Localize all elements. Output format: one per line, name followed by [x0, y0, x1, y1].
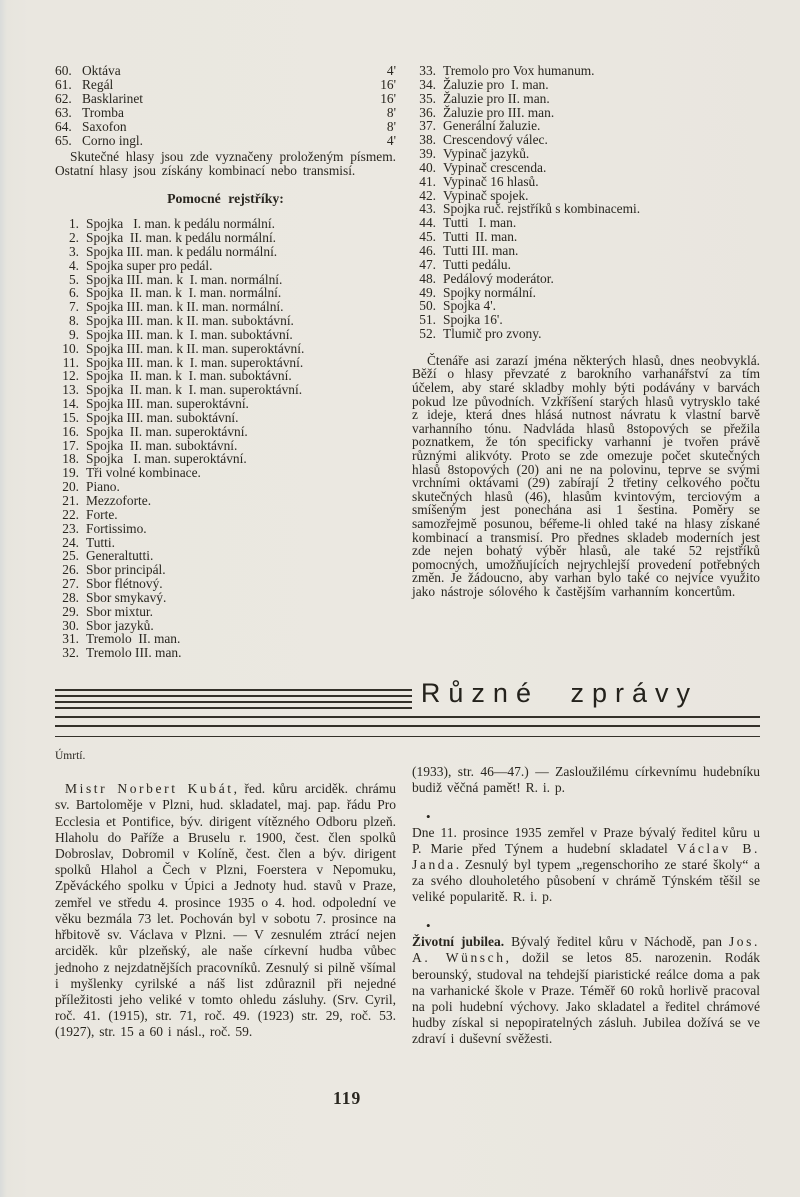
list-item	[55, 522, 396, 536]
list-item-number: 43.	[419, 201, 436, 217]
list-item	[412, 133, 760, 147]
stop-pitch: 16'	[380, 91, 396, 107]
section-title: Různé zprávy	[420, 678, 698, 709]
list-item-text: Spojka I. man. superoktávní.	[86, 451, 247, 467]
list-item-text: Spojky normální.	[443, 284, 536, 300]
obituary-rest: . Zesnulý byl typem „regenschoriho ze staré školy“ a za svého dlouholetého působení v chrámě Týnském těšil se veliké popularitě. R. i. p.	[412, 857, 760, 905]
list-item-text: Tutti pedálu.	[443, 256, 511, 272]
list-item-text: Sbor smykavý.	[86, 589, 167, 605]
list-item-number: 14.	[62, 396, 79, 412]
list-item-text: Fortissimo.	[86, 520, 147, 536]
list-item-number: 1.	[68, 216, 79, 232]
news-right-column	[412, 750, 760, 1061]
divider-rule-stack	[55, 678, 412, 713]
list-item	[55, 632, 396, 646]
jubilee-paragraph	[412, 934, 760, 1047]
list-item-text: Pedálový moderátor.	[443, 270, 554, 286]
list-item	[412, 313, 760, 327]
list-item-text: Spojka III. man. k II. man. superoktávní.	[86, 340, 305, 356]
list-item-number: 35.	[419, 90, 436, 106]
stop-name: Tromba	[82, 105, 124, 121]
list-item	[55, 231, 396, 245]
list-item	[55, 494, 396, 508]
list-item	[412, 286, 760, 300]
stop-number: 60.	[55, 63, 72, 78]
list-item-number: 23.	[62, 520, 79, 536]
list-item	[412, 244, 760, 258]
obituary-kubat-paragraph	[55, 781, 396, 1040]
stop-list-item	[55, 64, 396, 78]
list-item-number: 45.	[419, 229, 436, 245]
list-item-text: Tutti II. man.	[443, 229, 518, 245]
list-item-text: Tutti.	[86, 534, 115, 550]
stop-name: Corno ingl.	[82, 133, 144, 149]
divider-full-rule	[55, 716, 760, 718]
stop-name: Basklarinet	[82, 91, 143, 107]
news-left-column	[55, 750, 396, 1061]
obituary-janda-paragraph	[412, 825, 760, 906]
list-item-text: Sbor flétnový.	[86, 576, 163, 592]
obituary-text: , řed. kůru arciděk. chrámu sv. Bartoloměje v Plzni, hud. skladatel, maj. pap. řádu Pro Ecclesia et Pontifice, býv. dirigent vítězného Odboru plzeň. Hlaholu do Paříže a Bruselu r. 1900, čest. člen spolků Dobroslav, Dobromil v Kolíně, čest. člen a býv. dirigent spolků Hlahol a Čech v Plzni, Foerstera v Nepomuku, Zpěváckého spolku v Úpici a Jednoty hud. stavů v Praze, zemřel ve středu 4. prosince 1935 o 4. hod. odpolední ve věku bezmála 73 let. Pochován byl v sobotu 7. prosince na hřbitově sv. Václava v Plzni. — V zesnulém ztrácí nejen arciděk. kůr plzeňský, ale naše církevní hudba vůbec jednoho z nejzdatnějších pracovníků. Zesnulý si pilně všímal i myšlenky cyrilské a náš list zdůraznil při nejedné příležitosti jeho veliké v tomto ohledu zásluhy. (Srv. Cyril, roč. 41. (1915), str. 71, roč. 49. (1923) str. 29, roč. 53. (1927), str. 15 a 60 i násl., roč. 59.	[55, 781, 396, 1040]
list-item-text: Spojka III. man. k I. man. normální.	[86, 271, 283, 287]
list-item-number: 8.	[68, 313, 79, 329]
list-item-number: 30.	[62, 617, 79, 633]
list-item-text: Tremolo III. man.	[86, 645, 182, 661]
list-item	[412, 202, 760, 216]
list-item	[412, 327, 760, 341]
list-item-text: Spojka 16'.	[443, 312, 503, 328]
list-item	[55, 536, 396, 550]
obituaries-heading: Úmrtí.	[55, 750, 86, 763]
stop-number: 64.	[55, 119, 72, 135]
list-item	[55, 314, 396, 328]
obituary-continuation-paragraph: (1933), str. 46—47.) — Zasloužilému církevnímu hudebníku budiž věčná pamět! R. i. p.	[412, 763, 760, 795]
stop-list-item	[55, 92, 396, 106]
list-item-text: Tutti III. man.	[443, 242, 519, 258]
list-item-text: Spojka III. man. superoktávní.	[86, 396, 249, 412]
list-item	[55, 439, 396, 453]
deceased-name: Václav B. Janda	[412, 840, 760, 873]
list-item	[412, 119, 760, 133]
commentary-paragraph: Čtenáře asi zarazí jména některých hlasů, dnes neobvyklá. Běží o hlasy převzaté z barokního varhanářství za tím účelem, aby staré skladby mohly býti podávány v barvách pokud lze původních. Vzkříšení starých hlasů vytrysklo také z ideje, která dnes hlásá nutnost návratu k vlastní barvě varhanního tónu. Nadvláda hlasů 8stopových se přežila poznatkem, že tón specificky varhanní je tvořen právě různými alikvóty. Proto se zde omezuje počet skutečných hlasů 8stopových (20) ani ne na polovinu, teprve se svými vrchními oktávami (29) zabírají 2 třetiny celkového počtu skutečných hlasů (46), hlasům kvintovým, terciovým a smíšeným jest ponechána asi 1 šestina. Poměry se samozřejmě posunou, béřeme-li ohled také na hlasy získané kombinací a transmisí. Pro přednes skladeb moderních jest zde nejen bohatý výběr hlasů, ale také 52 rejstříků pomocných, umožňujících nejrychlejší provedení potřebných změn. Je žádoucno, aby varhan bylo také co nejvíce využito jako nástroje sólového k častějším varhanním koncertům.	[412, 352, 760, 599]
jubilee-mid: Bývalý ředitel kůru v Náchodě, pan	[504, 934, 729, 950]
list-item	[55, 508, 396, 522]
list-item-number: 4.	[68, 257, 79, 273]
list-item-number: 17.	[62, 437, 79, 453]
list-item	[55, 369, 396, 383]
list-item	[55, 383, 396, 397]
list-item-number: 50.	[419, 298, 436, 314]
list-item	[412, 78, 760, 92]
divider-rule	[55, 707, 412, 709]
list-item	[55, 217, 396, 231]
list-item-text: Sbor jazyků.	[86, 617, 154, 633]
list-item	[55, 591, 396, 605]
top-two-column-area	[55, 64, 760, 660]
list-item	[55, 397, 396, 411]
list-item	[412, 272, 760, 286]
divider-rule	[55, 695, 412, 697]
list-item	[412, 64, 760, 78]
divider-full-rule	[55, 736, 760, 738]
list-item-text: Generální žaluzie.	[443, 118, 541, 134]
list-item-number: 34.	[419, 76, 436, 92]
list-item-number: 52.	[419, 326, 436, 342]
list-item-text: Sbor principál.	[86, 562, 166, 578]
list-item-text: Vypinač spojek.	[443, 187, 529, 203]
list-item-number: 10.	[62, 340, 79, 356]
list-item	[412, 230, 760, 244]
list-item	[412, 175, 760, 189]
jubilee-lead: Životní jubilea.	[412, 934, 505, 950]
divider-rule	[55, 689, 412, 691]
list-item-number: 48.	[419, 270, 436, 286]
auxiliary-registers-heading: Pomocné rejstříky:	[167, 191, 284, 207]
list-item-text: Spojka II. man. k I. man. suboktávní.	[86, 368, 292, 384]
stop-name: Oktáva	[82, 63, 121, 78]
list-item	[55, 646, 396, 660]
list-item-number: 6.	[68, 285, 79, 301]
list-item-number: 12.	[62, 368, 79, 384]
list-item-number: 31.	[62, 631, 79, 647]
page-number: 119	[333, 1088, 362, 1108]
stop-list-item	[55, 134, 396, 148]
list-item-number: 25.	[62, 548, 79, 564]
list-item-number: 21.	[62, 493, 79, 509]
list-item-text: Spojka II. man. k I. man. normální.	[86, 285, 282, 301]
list-item-number: 44.	[419, 215, 436, 231]
list-item-number: 20.	[62, 479, 79, 495]
stop-list-item	[55, 120, 396, 134]
stop-name: Regál	[82, 77, 114, 93]
list-item	[412, 161, 760, 175]
list-item	[412, 189, 760, 203]
list-item-number: 7.	[68, 299, 79, 315]
list-item-number: 39.	[419, 146, 436, 162]
auxiliary-register-list-continued	[412, 64, 760, 341]
list-item-number: 28.	[62, 589, 79, 605]
list-item-text: Vypinač crescenda.	[443, 159, 547, 175]
typeface-note-paragraph: Skutečné hlasy jsou zde vyznačeny proloženým písmem. Ostatní hlasy jsou získány kombinací nebo transmisí.	[55, 148, 396, 178]
list-item-text: Mezzoforte.	[86, 493, 152, 509]
stop-pitch: 4'	[386, 63, 396, 78]
list-item	[55, 619, 396, 633]
list-item-text: Spojka III. man. k I. man. superoktávní.	[86, 354, 304, 370]
list-item	[55, 245, 396, 259]
stop-pitch: 8'	[386, 105, 396, 121]
divider-full-rule	[55, 725, 760, 727]
top-right-column	[412, 64, 760, 660]
list-item-text: Spojka ruč. rejstříků s kombinacemi.	[443, 201, 641, 217]
list-item	[55, 411, 396, 425]
list-item-number: 32.	[62, 645, 79, 661]
stop-number: 62.	[55, 91, 72, 107]
list-item-number: 18.	[62, 451, 79, 467]
obituary-lead: Dne 11. prosince 1935 zemřel v Praze bývalý ředitel kůru u P. Marie před Týnem a hudební skladatel	[412, 824, 760, 856]
list-item	[55, 577, 396, 591]
list-item-text: Piano.	[86, 479, 120, 495]
list-item	[55, 273, 396, 287]
top-left-column	[55, 64, 396, 660]
list-item	[412, 216, 760, 230]
list-item-text: Forte.	[86, 506, 118, 522]
list-item-number: 37.	[419, 118, 436, 134]
list-item-number: 51.	[419, 312, 436, 328]
deceased-name: Mistr Norbert Kubát	[65, 781, 234, 797]
stop-list	[55, 64, 396, 149]
list-item-number: 16.	[62, 423, 79, 439]
list-item-number: 26.	[62, 562, 79, 578]
list-item-text: Spojka III. man. k I. man. suboktávní.	[86, 326, 293, 342]
bullet-separator-icon: •	[426, 808, 431, 824]
list-item-text: Tutti I. man.	[443, 215, 517, 231]
stop-pitch: 4'	[386, 133, 396, 149]
list-item-text: Spojka III. man. k II. man. normální.	[86, 299, 284, 315]
list-item-text: Žaluzie pro II. man.	[443, 90, 550, 106]
list-item	[55, 563, 396, 577]
list-item-number: 13.	[62, 382, 79, 398]
list-item-number: 38.	[419, 132, 436, 148]
list-item-text: Vypinač jazyků.	[443, 146, 530, 162]
divider-rule	[55, 701, 412, 703]
stop-pitch: 16'	[380, 77, 396, 93]
list-item-number: 42.	[419, 187, 436, 203]
list-item	[55, 452, 396, 466]
list-item-number: 24.	[62, 534, 79, 550]
list-item-text: Generaltutti.	[86, 548, 154, 564]
list-item	[55, 286, 396, 300]
list-item	[55, 300, 396, 314]
list-item-text: Spojka I. man. k pedálu normální.	[86, 216, 275, 232]
list-item-text: Spojka III. man. k II. man. suboktávní.	[86, 313, 294, 329]
list-item-text: Crescendový válec.	[443, 132, 548, 148]
list-item	[55, 480, 396, 494]
list-item	[55, 328, 396, 342]
list-item-number: 47.	[419, 256, 436, 272]
list-item	[412, 92, 760, 106]
list-item-text: Spojka II. man. k pedálu normální.	[86, 229, 277, 245]
list-item-text: Spojka 4'.	[443, 298, 497, 314]
stop-name: Saxofon	[82, 119, 127, 135]
section-divider	[55, 678, 760, 737]
list-item	[55, 605, 396, 619]
list-item-number: 3.	[68, 243, 79, 259]
list-item-text: Spojka II. man. k I. man. superoktávní.	[86, 382, 303, 398]
list-item-text: Tři volné kombinace.	[86, 465, 201, 481]
list-item-number: 36.	[419, 104, 436, 120]
list-item-number: 19.	[62, 465, 79, 481]
list-item-text: Žaluzie pro III. man.	[443, 104, 555, 120]
list-item-number: 33.	[419, 63, 436, 78]
list-item-text: Tlumič pro zvony.	[443, 326, 542, 342]
auxiliary-register-list	[55, 217, 396, 660]
list-item-text: Spojka II. man. superoktávní.	[86, 423, 248, 439]
list-item-number: 27.	[62, 576, 79, 592]
list-item-text: Spojka III. man. k pedálu normální.	[86, 243, 278, 259]
list-item	[55, 466, 396, 480]
list-item-text: Tremolo II. man.	[86, 631, 181, 647]
jubilarian-name: Jos. A. Wünsch	[412, 934, 760, 966]
stop-number: 65.	[55, 133, 72, 149]
list-item-text: Spojka super pro pedál.	[86, 257, 213, 273]
list-item-text: Sbor mixtur.	[86, 603, 153, 619]
stop-list-item	[55, 78, 396, 92]
news-two-column-area	[55, 750, 760, 1061]
list-item	[55, 356, 396, 370]
list-item-number: 2.	[68, 229, 79, 245]
list-item	[412, 147, 760, 161]
list-item-number: 5.	[68, 271, 79, 287]
stop-number: 63.	[55, 105, 72, 121]
list-item-number: 46.	[419, 242, 436, 258]
list-item-text: Žaluzie pro I. man.	[443, 76, 549, 92]
list-item	[412, 299, 760, 313]
list-item	[55, 342, 396, 356]
list-item-number: 11.	[62, 354, 79, 370]
list-item-number: 15.	[62, 409, 79, 425]
list-item	[412, 106, 760, 120]
list-item-number: 41.	[419, 173, 436, 189]
list-item	[55, 259, 396, 273]
list-item	[55, 425, 396, 439]
jubilee-rest: , dožil se letos 85. narozenin. Rodák berounský, studoval na tehdejší piaristické reálce doma a pak na varhanické škole v Praze. Téměř 60 roků horlivě pracoval na poli hudební výchovy. Jako skladatel a ředitel chrámové hudby získal si nepopiratelných zásluh. Jubilea dožívá se ve zdraví i duševní svěžesti.	[412, 950, 760, 1047]
stop-pitch: 8'	[386, 119, 396, 135]
section-divider-top	[55, 678, 760, 713]
stop-list-item	[55, 106, 396, 120]
list-item-number: 49.	[419, 284, 436, 300]
list-item	[412, 258, 760, 272]
list-item-number: 40.	[419, 159, 436, 175]
list-item-text: Spojka II. man. suboktávní.	[86, 437, 238, 453]
list-item-number: 9.	[68, 326, 79, 342]
stop-number: 61.	[55, 77, 72, 93]
list-item-text: Spojka III. man. suboktávní.	[86, 409, 239, 425]
list-item	[55, 549, 396, 563]
list-item-number: 22.	[62, 506, 79, 522]
list-item-text: Vypinač 16 hlasů.	[443, 173, 539, 189]
list-item-number: 29.	[62, 603, 79, 619]
list-item-text: Tremolo pro Vox humanum.	[443, 63, 595, 78]
bullet-separator-icon: •	[426, 918, 431, 934]
